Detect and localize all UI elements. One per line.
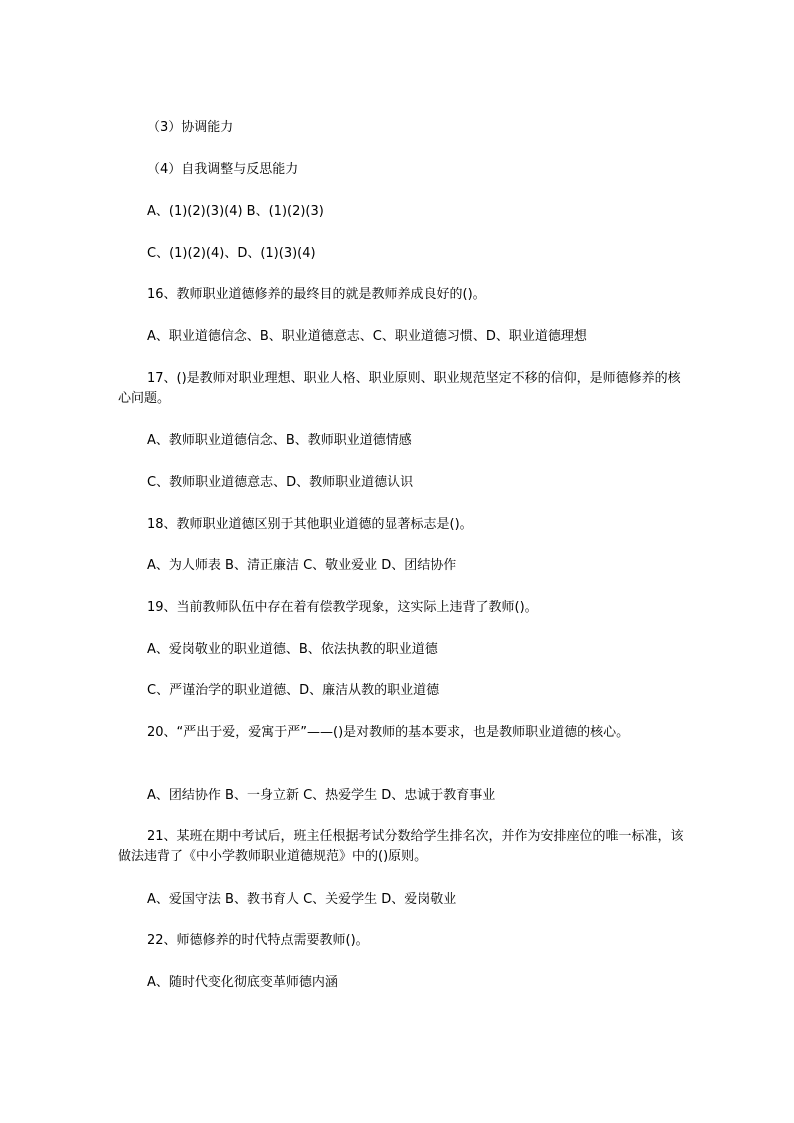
answer-options-cd: C、(1)(2)(4)、D、(1)(3)(4) xyxy=(147,246,316,261)
question-22: 22、师德修养的时代特点需要教师()。 xyxy=(147,933,369,948)
question-17-options-cd: C、教师职业道德意志、D、教师职业道德认识 xyxy=(147,475,414,490)
question-17: 17、()是教师对职业理想、职业人格、职业原则、职业规范坚定不移的信仰，是师德修养的核心问题。 xyxy=(118,371,681,406)
question-16: 16、教师职业道德修养的最终目的就是教师养成良好的()。 xyxy=(147,287,486,302)
question-19: 19、当前教师队伍中存在着有偿教学现象，这实际上违背了教师()。 xyxy=(147,600,538,615)
question-21-options: A、爱国守法 B、教书育人 C、关爱学生 D、爱岗敬业 xyxy=(147,892,457,907)
question-19-options-cd: C、严谨治学的职业道德、D、廉洁从教的职业道德 xyxy=(147,683,440,698)
question-21: 21、某班在期中考试后，班主任根据考试分数给学生排名次，并作为安排座位的唯一标准，该做法违背了《中小学教师职业道德规范》中的()原则。 xyxy=(118,829,684,864)
answer-options-ab: A、(1)(2)(3)(4) B、(1)(2)(3) xyxy=(147,204,324,219)
question-18: 18、教师职业道德区别于其他职业道德的显著标志是()。 xyxy=(147,517,473,532)
option-line-3: （3）协调能力 xyxy=(147,120,234,135)
question-20: 20、“严出于爱，爱寓于严”——()是对教师的基本要求，也是教师职业道德的核心。 xyxy=(147,725,630,740)
question-20-options: A、团结协作 B、一身立新 C、热爱学生 D、忠诚于教育事业 xyxy=(147,788,496,803)
question-18-options: A、为人师表 B、清正廉洁 C、敬业爱业 D、团结协作 xyxy=(147,558,457,573)
option-line-4: （4）自我调整与反思能力 xyxy=(147,162,299,177)
question-17-options-ab: A、教师职业道德信念、B、教师职业道德情感 xyxy=(147,433,412,448)
question-16-options: A、职业道德信念、B、职业道德意志、C、职业道德习惯、D、职业道德理想 xyxy=(147,329,587,344)
question-22-option-a: A、随时代变化彻底变革师德内涵 xyxy=(147,975,338,990)
question-19-options-ab: A、爱岗敬业的职业道德、B、依法执教的职业道德 xyxy=(147,642,438,657)
